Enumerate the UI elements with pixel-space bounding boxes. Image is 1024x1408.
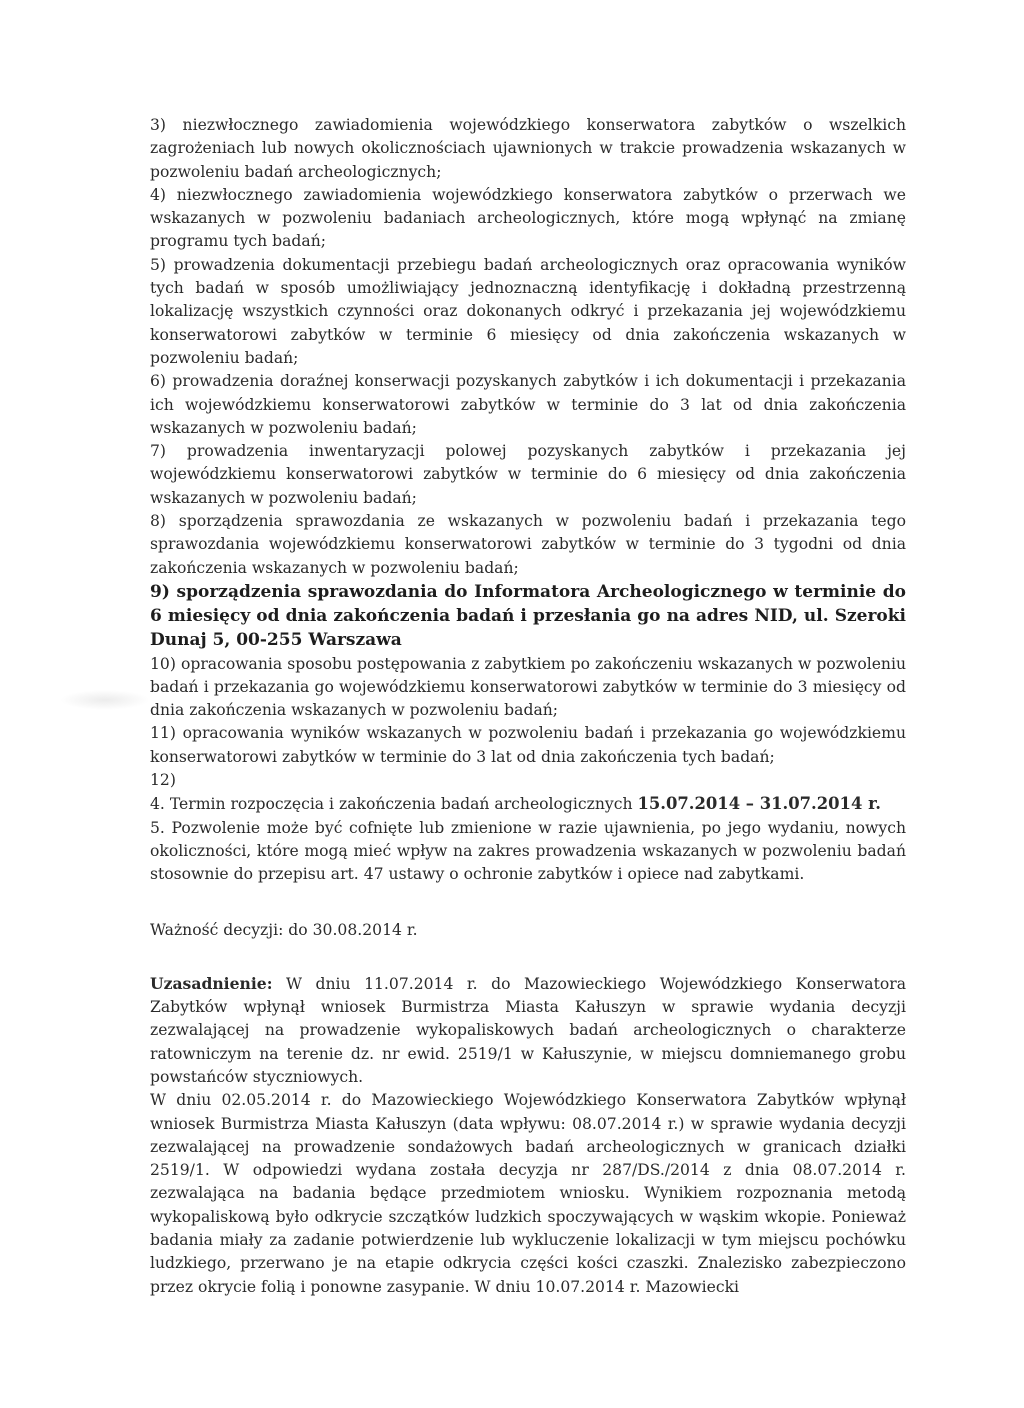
point-4-dates: 15.07.2014 – 31.07.2014 r.: [637, 794, 881, 814]
list-item-10: 10) opracowania sposobu postępowania z zabytkiem po zakończeniu wskazanych w pozwoleniu badań i przekazania go wojewódzkiemu konserwatorowi zabytków w terminie do 3 miesięcy od dnia zakończenia wskazanych w pozwoleniu badań;: [150, 654, 906, 720]
list-item-4: 4) niezwłocznego zawiadomienia wojewódzkiego konserwatora zabytków o przerwach we wskazanych w pozwoleniu badaniach archeologicznych, które mogą wpłynąć na zmianę programu tych badań;: [150, 185, 906, 251]
list-item-9: 9) sporządzenia sprawozdania do Informatora Archeologicznego w terminie do 6 miesięcy od dnia zakończenia badań i przesłania go na adres NID, ul. Szeroki Dunaj 5, 00-255 Warszawa: [150, 581, 906, 651]
list-item-7: 7) prowadzenia inwentaryzacji polowej pozyskanych zabytków i przekazania jej wojewódzkiemu konserwatorowi zabytków w terminie do 6 miesięcy od dnia zakończenia wskazanych w pozwoleniu badań;: [150, 442, 906, 507]
justification-paragraph-1: [150, 972, 906, 1089]
list-item-3: 3) niezwłocznego zawiadomienia wojewódzkiego konserwatora zabytków o wszelkich zagrożeniach lub nowych okolicznościach ujawnionych w trakcie prowadzenia wskazanych w pozwoleniu badań archeologicznych;: [150, 116, 906, 181]
decision-validity: Ważność decyzji: do 30.08.2014 r.: [150, 920, 418, 939]
point-4-text: 4. Termin rozpoczęcia i zakończenia badań archeologicznych: [150, 795, 638, 814]
spacer: [150, 887, 906, 919]
justification-text-1: W dniu 11.07.2014 r. do Mazowieckiego Wojewódzkiego Konserwatora Zabytków wpłynął wniosek Burmistrza Miasta Kałuszyn w sprawie wydania decyzji zezwalającej na prowadzenie wykopaliskowych badań archeologicznych o charakterze ratowniczym na terenie dz. nr ewid. 2519/1 w Kałuszynie, w miejscu domniemanego grobu powstańców styczniowych.: [150, 974, 906, 1086]
list-item-5: 5) prowadzenia dokumentacji przebiegu badań archeologicznych oraz opracowania wyników tych badań w sposób umożliwiający jednoznaczną identyfikację i dokładną przestrzenną lokalizację wszystkich czynności oraz dokonanych odkryć i przekazania jej wojewódzkiemu konserwatorowi zabytków w terminie 6 miesięcy od dnia zakończenia wskazanych w pozwoleniu badań;: [150, 255, 906, 367]
point-5: 5. Pozwolenie może być cofnięte lub zmienione w razie ujawnienia, po jego wydaniu, nowych okoliczności, które mogą mieć wpływ na zakres prowadzenia wskazanych w pozwoleniu badań stosownie do przepisu art. 47 ustawy o ochronie zabytków i opiece nad zabytkami.: [150, 818, 906, 884]
list-item-11: 11) opracowania wyników wskazanych w pozwoleniu badań i przekazania go wojewódzkiemu konserwatorowi zabytków w terminie do 3 lat od dnia zakończenia tych badań;: [150, 724, 906, 766]
justification-paragraph-2: W dniu 02.05.2014 r. do Mazowieckiego Wojewódzkiego Konserwatora Zabytków wpłynął wniosek Burmistrza Miasta Kałuszyn (data wpływu: 08.07.2014 r.) w sprawie wydania decyzji zezwalającej na prowadzenie sondażowych badań archeologicznych w granicach działki 2519/1. W odpowiedzi wydana została decyzja nr 287/DS./2014 z dnia 08.07.2014 r. zezwalająca na badania będące przedmiotem wniosku. Wynikiem rozpoznania metodą wykopaliskową było odkrycie szczątków ludzkich spoczywających w wąskim wkopie. Ponieważ badania miały za zadanie potwierdzenie lub wykluczenie lokalizacji w tym miejscu pochówku ludzkiego, przerwano je na etapie odkrycia części kości czaszki. Znalezisko zabezpieczono przez okrycie folią i ponowne zasypanie. W dniu 10.07.2014 r. Mazowiecki: [150, 1091, 906, 1296]
scan-smudge: [60, 690, 150, 710]
document-page: [150, 114, 906, 1299]
list-item-8: 8) sporządzenia sprawozdania ze wskazanych w pozwoleniu badań i przekazania tego sprawozdania wojewódzkiemu konserwatorowi zabytków w terminie do 3 tygodni od dnia zakończenia wskazanych w pozwoleniu badań;: [150, 512, 906, 577]
spacer: [150, 942, 906, 972]
point-4: [150, 792, 906, 816]
list-item-6: 6) prowadzenia doraźnej konserwacji pozyskanych zabytków i ich dokumentacji i przekazania ich wojewódzkiemu konserwatorowi zabytków w terminie do 3 lat od dnia zakończenia wskazanych w pozwoleniu badań;: [150, 372, 906, 437]
list-item-12: 12): [150, 771, 176, 790]
justification-label: Uzasadnienie:: [150, 973, 273, 993]
